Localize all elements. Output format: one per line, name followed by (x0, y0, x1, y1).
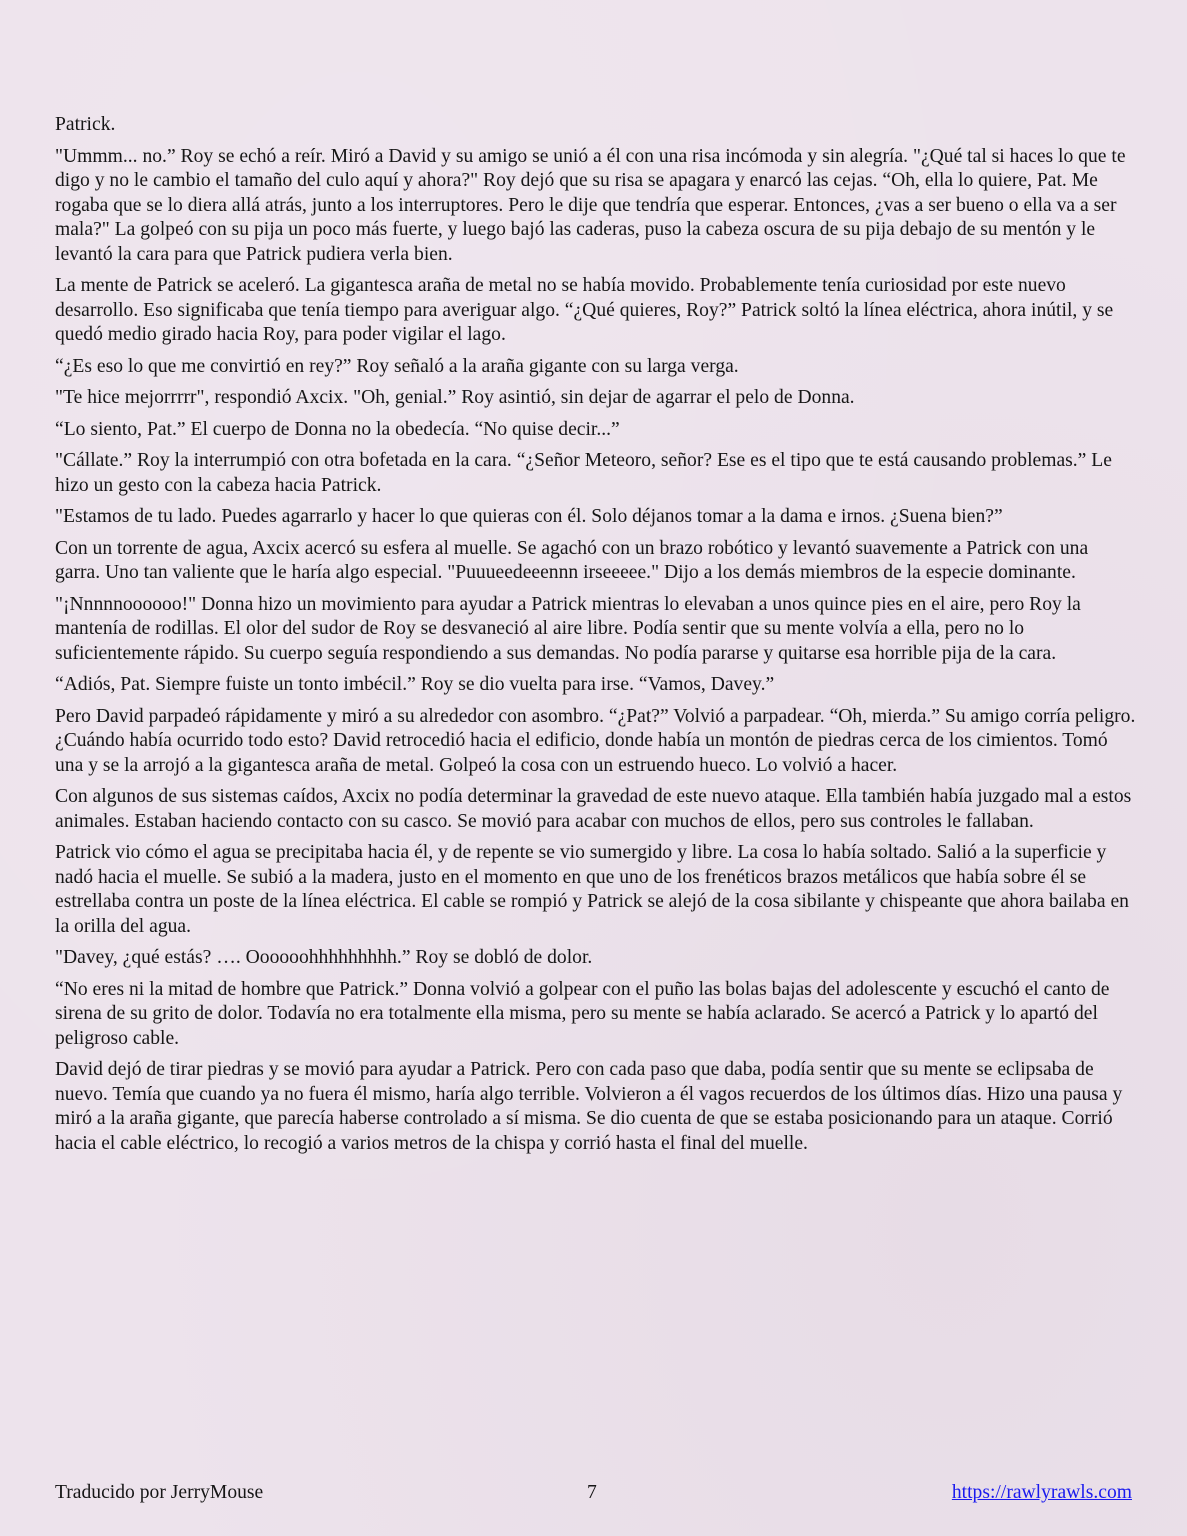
page-footer (55, 1481, 1132, 1509)
website-link[interactable]: https://rawlyrawls.com (951, 1482, 1132, 1503)
paragraph: Patrick vio cómo el agua se precipitaba hacia él, y de repente se vio sumergido y libre. La cosa lo había soltado. Salió a la superficie y nadó hacia el muelle. Se subió a la madera, justo en el momento en que uno de los frenéticos brazos metálicos que había sobre él se estrellaba contra un poste de la línea eléctrica. El cable se rompió y Patrick se alejó de la cosa sibilante y chispeante que ahora bailaba en la orilla del agua. (55, 842, 1129, 937)
paragraph: "Te hice mejorrrrr", respondió Axcix. "Oh, genial.” Roy asintió, sin dejar de agarrar el pelo de Donna. (55, 387, 855, 408)
paragraph: "Davey, ¿qué estás? …. Oooooohhhhhhhhh.” Roy se dobló de dolor. (55, 947, 593, 968)
body-text (55, 113, 1137, 1163)
paragraph: “¿Es eso lo que me convirtió en rey?” Roy señaló a la araña gigante con su larga verga. (55, 355, 739, 377)
paragraph: David dejó de tirar piedras y se movió para ayudar a Patrick. Pero con cada paso que daba, podía sentir que su mente se eclipsaba de nuevo. Temía que cuando ya no fuera él mismo, haría algo terrible. Volvieron a él vagos recuerdos de los últimos días. Hizo una pausa y miró a la araña gigante, que parecía haberse controlado a sí misma. Se dio cuenta de que se estaba posicionando para un ataque. Corrió hacia el cable eléctrico, lo recogió a varios metros de la chispa y corrió hasta el final del muelle. (55, 1059, 1123, 1154)
paragraph: “Adiós, Pat. Siempre fuiste un tonto imbécil.” Roy se dio vuelta para irse. “Vamos, Davey.” (55, 674, 775, 695)
paragraph: "¡Nnnnnoooooo!" Donna hizo un movimiento para ayudar a Patrick mientras lo elevaban a unos quince pies en el aire, pero Roy la mantenía de rodillas. El olor del sudor de Roy se desvaneció al aire libre. Podía sentir que su mente volvía a ella, pero no lo suficientemente rápido. Su cuerpo seguía respondiendo a sus demandas. No podía pararse y quitarse esa horrible pija de la cara. (55, 593, 1081, 664)
translator-credit: Traducido por JerryMouse (55, 1482, 264, 1503)
paragraph: La mente de Patrick se aceleró. La gigantesca araña de metal no se había movido. Probablemente tenía curiosidad por este nuevo desarrollo. Eso significaba que tenía tiempo para averiguar algo. “¿Qué quieres, Roy?” Patrick soltó la línea eléctrica, ahora inútil, y se quedó medio girado hacia Roy, para poder vigilar el lago. (55, 275, 1114, 345)
page-number: 7 (587, 1482, 597, 1503)
paragraph: Con algunos de sus sistemas caídos, Axcix no podía determinar la gravedad de este nuevo ataque. Ella también había juzgado mal a estos animales. Estaban haciendo contacto con su casco. Se movió para acabar con muchos de ellos, pero sus controles le fallaban. (55, 786, 1132, 832)
paragraph: "Cállate.” Roy la interrumpió con otra bofetada en la cara. “¿Señor Meteoro, señor? Ese es el tipo que te está causando problemas.” Le hizo un gesto con la cabeza hacia Patrick. (55, 450, 1112, 496)
paragraph: Pero David parpadeó rápidamente y miró a su alrededor con asombro. “¿Pat?” Volvió a parpadear. “Oh, mierda.” Su amigo corría peligro. ¿Cuándo había ocurrido todo esto? David retrocedió hacia el edificio, donde había un montón de piedras cerca de los cimientos. Tomó una y se la arrojó a la gigantesca araña de metal. Golpeó la cosa con un estruendo hueco. Lo volvió a hacer. (55, 705, 1136, 776)
paragraph: “No eres ni la mitad de hombre que Patrick.” Donna volvió a golpear con el puño las bolas bajas del adolescente y escuchó el canto de sirena de su grito de dolor. Todavía no era totalmente ella misma, pero su mente se había aclarado. Se acercó a Patrick y lo apartó del peligroso cable. (55, 978, 1110, 1049)
paragraph: "Ummm... no.” Roy se echó a reír. Miró a David y su amigo se unió a él con una risa incómoda y sin alegría. "¿Qué tal si haces lo que te digo y no le cambio el tamaño del culo aquí y ahora?" Roy dejó que su risa se apagara y enarcó las cejas. “Oh, ella lo quiere, Pat. Me rogaba que se lo diera allá atrás, junto a los interruptores. Pero le dije que tendría que esperar. Entonces, ¿vas a ser bueno o ella va a ser mala?" La golpeó con su pija un poco más fuerte, y luego bajó las caderas, puso la cabeza oscura de su pija debajo de su mentón y le levantó la cara para que Patrick pudiera verla bien. (55, 145, 1126, 265)
paragraph: "Estamos de tu lado. Puedes agarrarlo y hacer lo que quieras con él. Solo déjanos tomar a la dama e irnos. ¿Suena bien?” (55, 506, 1003, 527)
paragraph: “Lo siento, Pat.” El cuerpo de Donna no la obedecía. “No quise decir...” (55, 418, 620, 440)
paragraph: Con un torrente de agua, Axcix acercó su esfera al muelle. Se agachó con un brazo robótico y levantó suavemente a Patrick con una garra. Uno tan valiente que le haría algo especial. "Puuueedeeennn irseeeee." Dijo a los demás miembros de la especie dominante. (55, 537, 1089, 583)
paragraph: Patrick. (55, 114, 116, 135)
